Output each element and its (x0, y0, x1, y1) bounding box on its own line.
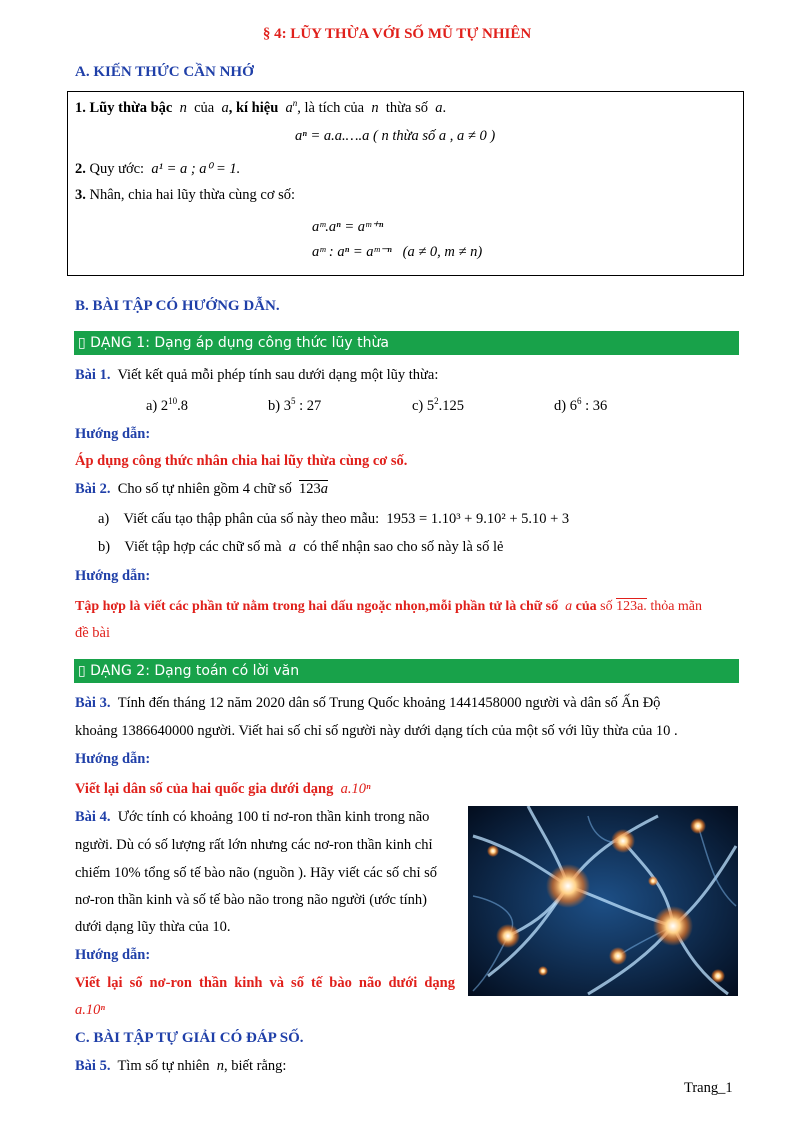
bai-4-line3: chiếm 10% tổng số tế bào não (nguồn ). Hãy viết các số chỉ số (75, 865, 438, 881)
hd2-a: a (565, 599, 573, 614)
bai-1-d (554, 397, 607, 415)
section-c-heading: C. BÀI TẬP TỰ GIẢI CÓ ĐÁP SỐ. (75, 1030, 304, 1046)
box-line-1 (75, 99, 446, 117)
bai-1-text: Viết kết quả mỗi phép tính sau dưới dạng một lũy thừa: (117, 367, 439, 383)
huong-dan-4: Hướng dẫn: (75, 947, 151, 963)
dang-1-banner: ▯ DẠNG 1: Dạng áp dụng công thức lũy thừa (74, 331, 739, 355)
bai-1-d-base: 6 (569, 398, 577, 414)
box-l2-text: Quy ước: (89, 161, 145, 177)
box-l2-bold: 2. (75, 161, 86, 177)
huong-dan-2-text (75, 598, 702, 616)
bai-2-number (299, 480, 328, 497)
box-l1-t2: , kí hiệu (228, 100, 279, 116)
bai-4-text1: Ước tính có khoảng 100 tỉ nơ-ron thần kinh trong não (117, 809, 430, 825)
bai-3-label: Bài 3. (75, 695, 111, 711)
box-l1-an: a (285, 100, 293, 116)
bai-1-d-rest: : 36 (581, 398, 608, 414)
bai-4-line2: người. Dù có số lượng rất lớn nhưng các nơ-ron thần kinh chỉ (75, 837, 433, 853)
bai-1-c-exp: 2 (434, 396, 439, 406)
formula-divide-cond: (a ≠ 0, m ≠ n) (402, 244, 483, 260)
bai-1-label: Bài 1. (75, 367, 111, 383)
bai-2-b-text2: có thể nhận sao cho số này là số lẻ (303, 539, 504, 555)
formula-multiply: aᵐ.aⁿ = aᵐ⁺ⁿ (312, 219, 384, 235)
bai-1 (75, 366, 438, 384)
bai-2 (75, 480, 328, 498)
huong-dan-1: Hướng dẫn: (75, 426, 151, 442)
huong-dan-3: Hướng dẫn: (75, 751, 151, 767)
bai-2-b-a: a (288, 539, 297, 555)
hd2-text2: của (575, 599, 597, 614)
bai-1-a-base: 2 (160, 398, 169, 414)
bai-2-b-text1: Viết tập hợp các chữ số mà (124, 539, 282, 555)
bai-2-number-a: a (320, 481, 328, 497)
box-l1-bold: 1. Lũy thừa bậc (75, 100, 173, 116)
box-l1-n2: n (371, 100, 379, 116)
huong-dan-2: Hướng dẫn: (75, 568, 151, 584)
bai-5 (75, 1057, 286, 1075)
page-title: § 4: LŨY THỪA VỚI SỐ MŨ TỰ NHIÊN (262, 26, 532, 42)
box-line-3 (75, 186, 295, 204)
bai-1-c-label: c) (412, 398, 424, 414)
huong-dan-4-formula: a.10ⁿ (75, 1002, 105, 1018)
bai-1-b-rest: : 27 (295, 398, 322, 414)
formula-divide-expr: aᵐ : aⁿ = aᵐ⁻ⁿ (312, 244, 392, 260)
neuron-illustration (468, 806, 738, 996)
hd2-text4: thỏa mãn (650, 599, 703, 614)
huong-dan-1-text: Áp dụng công thức nhân chia hai lũy thừa cùng cơ số. (75, 453, 408, 469)
hd2-text3: số (600, 599, 613, 614)
bai-4-line1 (75, 808, 429, 826)
bai-5-label: Bài 5. (75, 1058, 111, 1074)
bai-2-b-label: b) (98, 539, 111, 555)
bai-1-c (412, 397, 464, 415)
formula-divide (312, 243, 482, 261)
dang-2-banner: ▯ DẠNG 2: Dạng toán có lời văn (74, 659, 739, 683)
huong-dan-4-line1: Viết lại số nơ-ron thần kinh và số tế bào não dưới dạng (75, 975, 455, 991)
box-l3-text: Nhân, chia hai lũy thừa cùng cơ số: (89, 187, 296, 203)
bai-1-d-exp: 6 (576, 396, 582, 406)
bai-1-a (146, 397, 188, 415)
box-l1-n: n (179, 100, 187, 116)
bai-1-d-label: d) (554, 398, 567, 414)
hd3-text: Viết lại dân số của hai quốc gia dưới dạng (75, 781, 334, 797)
bai-1-a-exp: 10 (168, 396, 178, 406)
hd2-text1: Tập hợp là viết các phần tử nằm trong hai dấu ngoặc nhọn,mỗi phần tử là chữ số (75, 599, 559, 614)
bai-1-b-base: 3 (283, 398, 291, 414)
huong-dan-3-text (75, 780, 371, 798)
bai-3-line1 (75, 694, 739, 712)
bai-1-b-exp: 5 (290, 396, 296, 406)
neuron-image (468, 806, 738, 996)
box-l3-bold: 3. (75, 187, 86, 203)
bai-4-line4: nơ-ron thần kinh và số tế bào não trong não người (ước tính) (75, 892, 428, 908)
bai-1-c-rest: .125 (438, 398, 465, 414)
bai-3-text1: Tính đến tháng 12 năm 2020 dân số Trung Quốc khoảng 1441458000 người và dân số Ấn Độ (117, 695, 661, 711)
box-l1-a2: a (435, 100, 443, 116)
bai-1-a-rest: .8 (177, 398, 189, 414)
box-l1-a: a (221, 100, 229, 116)
bai-5-n: n (216, 1058, 224, 1074)
bai-1-c-base: 5 (426, 398, 435, 414)
bai-2-a-formula: 1953 = 1.10³ + 9.10² + 5.10 + 3 (386, 511, 570, 527)
huong-dan-2-line2: đề bài (75, 625, 111, 641)
bai-2-label: Bài 2. (75, 481, 111, 497)
box-l1-t1: của (194, 100, 215, 116)
bai-2-number-digits: 123 (298, 481, 321, 497)
formula-power-def: aⁿ = a.a.….a ( n thừa số a , a ≠ 0 ) (295, 128, 496, 144)
bai-5-text2: , biết rằng: (224, 1058, 287, 1074)
bai-1-b-label: b) (268, 398, 281, 414)
box-l1-sup: n (292, 98, 298, 108)
bai-2-a-label: a) (98, 511, 110, 527)
box-line-2 (75, 160, 240, 178)
box-l1-t4: thừa số (385, 100, 428, 116)
box-l1-t3: , là tích của (297, 100, 365, 116)
bai-1-a-label: a) (146, 398, 158, 414)
bai-2-b (98, 538, 503, 556)
bai-2-a (98, 510, 569, 528)
bai-4-line5: dưới dạng lũy thừa của 10. (75, 919, 231, 935)
bai-2-a-text: Viết cấu tạo thập phân của số này theo mẫu: (123, 511, 380, 527)
box-l2-formula: a¹ = a ; a⁰ = 1. (151, 161, 241, 177)
bai-3-line2: khoảng 1386640000 người. Viết hai số chỉ số người này dưới dạng tích của một số với lũy thừa của 10 . (75, 723, 678, 739)
box-l1-end: . (442, 100, 447, 116)
bai-5-text1: Tìm số tự nhiên (117, 1058, 210, 1074)
bai-2-text: Cho số tự nhiên gồm 4 chữ số (117, 481, 292, 497)
hd2-num: 123a. (616, 599, 647, 614)
page-number: Trang_1 (684, 1080, 733, 1096)
hd3-formula: a.10ⁿ (340, 781, 371, 797)
bai-4-label: Bài 4. (75, 809, 111, 825)
section-a-heading: A. KIẾN THỨC CẦN NHỚ (75, 64, 254, 80)
section-b-heading: B. BÀI TẬP CÓ HƯỚNG DẪN. (75, 298, 280, 314)
bai-1-b (268, 397, 321, 415)
